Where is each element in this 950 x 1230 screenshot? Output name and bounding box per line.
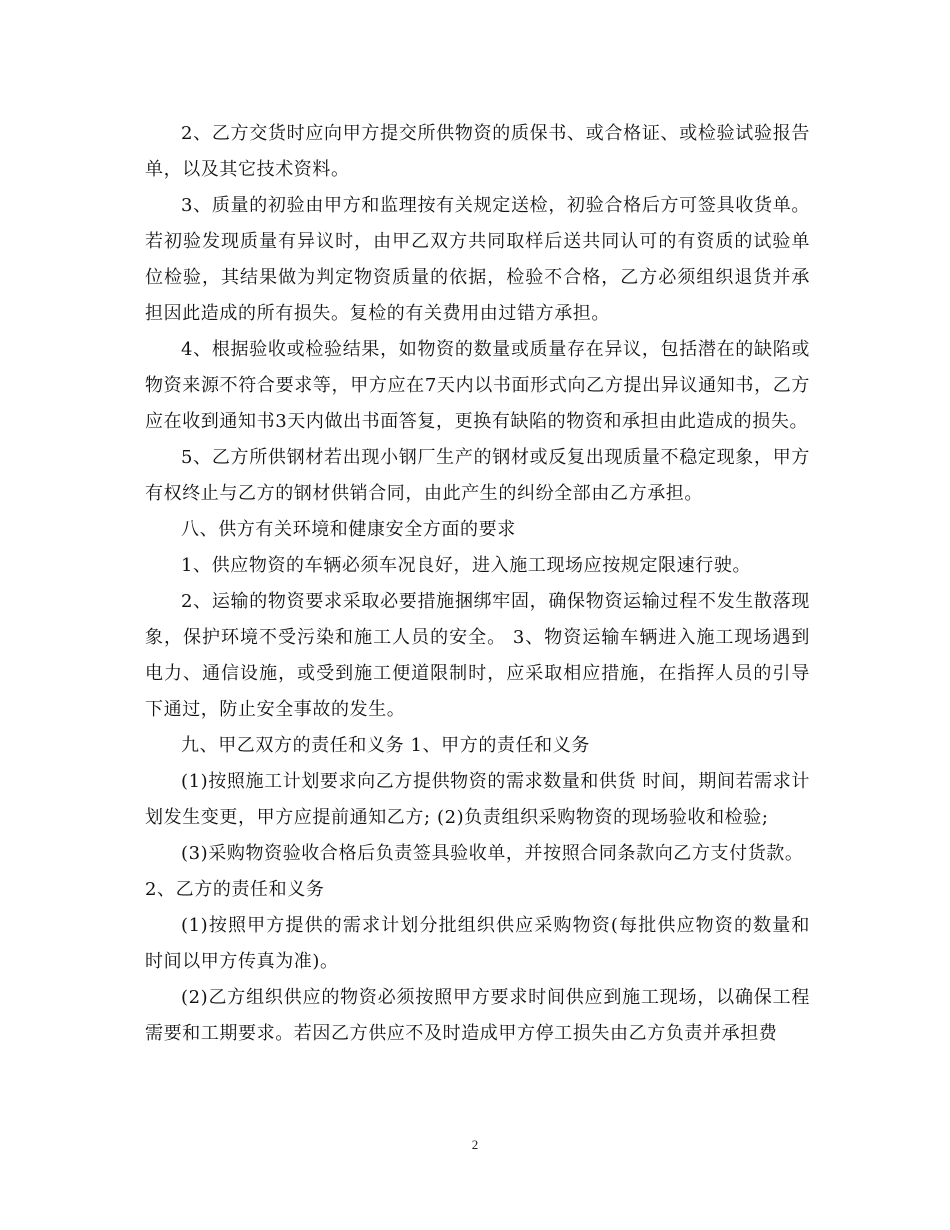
paragraph: 八、供方有关环境和健康安全方面的要求: [181, 519, 516, 540]
paragraph: 2、乙方的责任和义务: [145, 879, 325, 900]
paragraph: (1)按照施工计划要求向乙方提供物资的需求数量和供货 时间，期间若需求计划发生变更，甲方应提前通知乙方; (2)负责组织采购物资的现场验收和检验;: [145, 771, 810, 828]
paragraph: 1、供应物资的车辆必须车况良好，进入施工现场应按规定限速行驶。: [181, 555, 752, 576]
paragraph: (3)采购物资验收合格后负责签具验收单，并按照合同条款向乙方支付货款。: [181, 843, 804, 864]
paragraph: 九、甲乙双方的责任和义务 1、甲方的责任和义务: [181, 735, 590, 756]
paragraph: 3、质量的初验由甲方和监理按有关规定送检，初验合格后方可签具收货单。若初验发现质量有异议时，由甲乙双方共同取样后送共同认可的有资质的试验单位检验，其结果做为判定物资质量的依据，检验不合格，乙方必须组织退货并承担因此造成的所有损失。复检的有关费用由过错方承担。: [145, 195, 810, 324]
page-number: 2: [471, 1137, 479, 1152]
document-body: [145, 116, 810, 1052]
paragraph: 5、乙方所供钢材若出现小钢厂生产的钢材或反复出现质量不稳定现象，甲方有权终止与乙方的钢材供销合同，由此产生的纠纷全部由乙方承担。: [145, 447, 810, 504]
paragraph: 2、运输的物资要求采取必要措施捆绑牢固，确保物资运输过程不发生散落现象，保护环境不受污染和施工人员的安全。 3、物资运输车辆进入施工现场遇到电力、通信设施，或受到施工便道限制时，应采取相应措施，在指挥人员的引导下通过，防止安全事故的发生。: [145, 591, 810, 720]
paragraph: (1)按照甲方提供的需求计划分批组织供应采购物资(每批供应物资的数量和时间以甲方传真为准)。: [145, 915, 810, 972]
paragraph: 2、乙方交货时应向甲方提交所供物资的质保书、或合格证、或检验试验报告单，以及其它技术资料。: [145, 123, 810, 180]
paragraph: 4、根据验收或检验结果，如物资的数量或质量存在异议，包括潜在的缺陷或物资来源不符合要求等，甲方应在7天内以书面形式向乙方提出异议通知书，乙方应在收到通知书3天内做出书面答复，更换有缺陷的物资和承担由此造成的损失。: [145, 339, 810, 432]
paragraph: (2)乙方组织供应的物资必须按照甲方要求时间供应到施工现场，以确保工程需要和工期要求。若因乙方供应不及时造成甲方停工损失由乙方负责并承担费: [145, 987, 810, 1044]
